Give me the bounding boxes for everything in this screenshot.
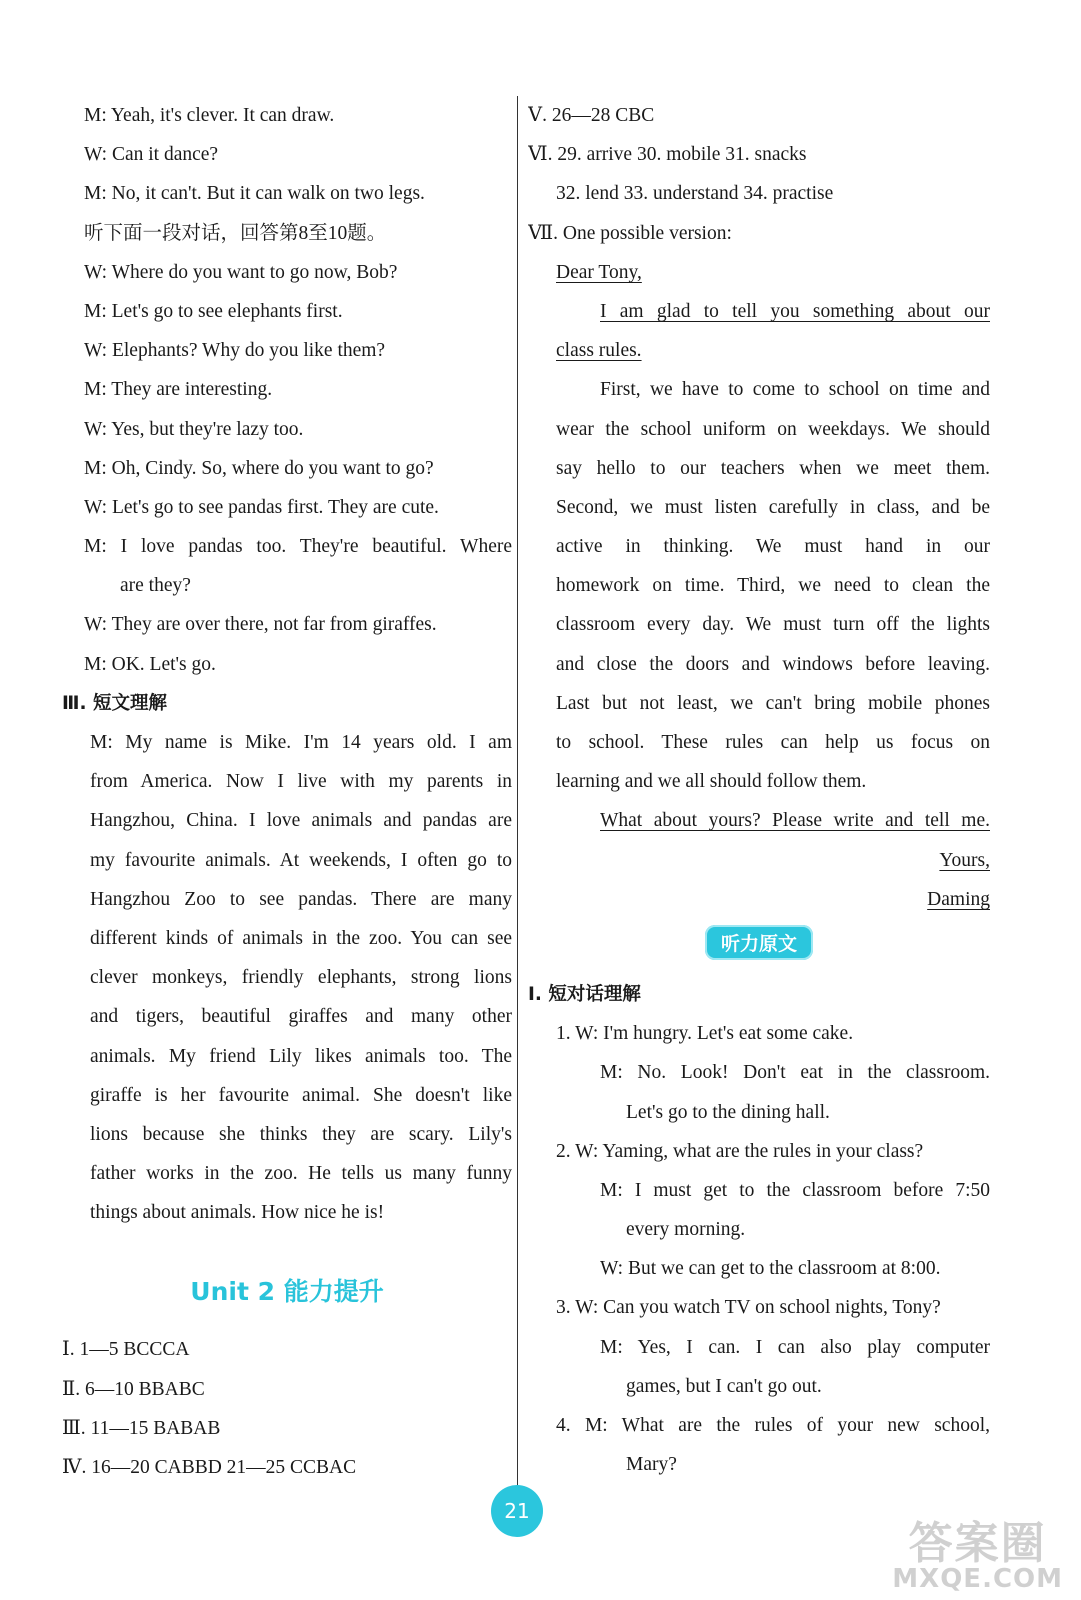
section-heading: Ⅲ. 短文理解 — [62, 692, 167, 714]
letter-line: What about yours? Please write and tell me. — [600, 810, 990, 832]
text-line: W: Where do you want to go now, Bob? — [84, 261, 398, 283]
section-instruction: 听下面一段对话，回答第8至10题。 — [84, 222, 387, 244]
text-line: games, but I can't go out. — [626, 1375, 822, 1397]
letter-line: to school. These rules can help us focus on — [556, 732, 990, 753]
listening-script-badge: 听力原文 — [705, 925, 813, 960]
section-heading: Ⅰ. 短对话理解 — [528, 983, 641, 1005]
text-line: my favourite animals. At weekends, I often go to — [90, 849, 512, 871]
right-column — [528, 96, 990, 1484]
unit-title: Unit 2 能力提升 — [190, 1277, 384, 1307]
letter-closing: Yours, — [939, 849, 990, 871]
text-line: 1. W: I'm hungry. Let's eat some cake. — [556, 1023, 854, 1045]
letter-signature: Daming — [927, 888, 990, 910]
text-line: W: Yes, but they're lazy too. — [84, 418, 304, 440]
text-line: are they? — [120, 575, 191, 597]
text-line: from America. Now I live with my parents in — [90, 771, 512, 793]
answer-line: Ⅰ. 1—5 BCCCA — [62, 1339, 190, 1361]
text-line: M: My name is Mike. I'm 14 years old. I am — [90, 732, 512, 753]
text-line: W: Can it dance? — [84, 144, 219, 166]
watermark-logo-text: 答案圈 — [908, 1518, 1047, 1569]
letter-line: First, we have to come to school on time and — [600, 379, 990, 401]
letter-line: and close the doors and windows before leaving. — [556, 653, 990, 675]
text-line: M: They are interesting. — [84, 379, 273, 401]
answer-line: Ⅴ. 26—28 CBC — [528, 105, 655, 126]
letter-line: say hello to our teachers when we meet them. — [556, 457, 990, 479]
text-line: M: Let's go to see elephants first. — [84, 300, 343, 322]
text-line: father works in the zoo. He tells us many funny — [90, 1163, 512, 1185]
watermark-url: MXQE.COM — [892, 1564, 1063, 1594]
left-column — [62, 96, 512, 1487]
letter-line: Second, we must listen carefully in class, and be — [556, 496, 990, 518]
text-line: things about animals. How nice he is! — [90, 1202, 385, 1224]
letter-line: homework on time. Third, we need to clean the — [556, 575, 990, 597]
text-line: different kinds of animals in the zoo. You can see — [90, 927, 512, 949]
text-line: M: OK. Let's go. — [84, 653, 216, 675]
answer-line: Ⅲ. 11—15 BABAB — [62, 1417, 221, 1439]
letter-line: I am glad to tell you something about our — [600, 300, 990, 322]
text-line: M: No, it can't. But it can walk on two legs. — [84, 183, 425, 205]
text-line: 4. M: What are the rules of your new school, — [556, 1415, 990, 1436]
letter-line: classroom every day. We must turn off the lights — [556, 614, 990, 636]
text-line: every morning. — [626, 1219, 746, 1241]
answer-line: 32. lend 33. understand 34. practise — [556, 183, 834, 205]
text-line: M: I must get to the classroom before 7:50 — [600, 1179, 990, 1201]
text-line: and tigers, beautiful giraffes and many other — [90, 1006, 512, 1028]
text-line: W: But we can get to the classroom at 8:00. — [600, 1258, 941, 1280]
text-line: 3. W: Can you watch TV on school nights, Tony? — [556, 1297, 941, 1319]
text-line: Hangzhou, China. I love animals and pandas are — [90, 810, 512, 832]
text-line: M: Yeah, it's clever. It can draw. — [84, 105, 335, 126]
answer-line: Ⅶ. One possible version: — [528, 222, 732, 244]
watermark — [892, 1518, 1063, 1594]
text-line: clever monkeys, friendly elephants, strong lions — [90, 967, 512, 989]
text-line: Let's go to the dining hall. — [626, 1101, 830, 1123]
text-line: giraffe is her favourite animal. She doesn't like — [90, 1084, 512, 1106]
text-line: M: I love pandas too. They're beautiful. Where — [84, 536, 512, 558]
page-number: 21 — [491, 1485, 543, 1537]
letter-line: Last but not least, we can't bring mobile phones — [556, 692, 990, 714]
text-line: M: Yes, I can. I can also play computer — [600, 1336, 990, 1358]
text-line: W: They are over there, not far from giraffes. — [84, 614, 437, 636]
letter-greeting: Dear Tony, — [556, 261, 642, 283]
text-line: lions because she thinks they are scary. Lily's — [90, 1123, 512, 1145]
letter-line: active in thinking. We must hand in our — [556, 536, 990, 558]
text-line: W: Let's go to see pandas first. They are cute. — [84, 496, 439, 518]
answer-line: Ⅱ. 6—10 BBABC — [62, 1378, 205, 1400]
answer-line: Ⅳ. 16—20 CABBD 21—25 CCBAC — [62, 1457, 357, 1478]
letter-line: wear the school uniform on weekdays. We should — [556, 418, 990, 440]
letter-line: class rules. — [556, 340, 642, 362]
text-line: W: Elephants? Why do you like them? — [84, 340, 386, 362]
text-line: Hangzhou Zoo to see pandas. There are many — [90, 888, 512, 910]
answer-line: Ⅵ. 29. arrive 30. mobile 31. snacks — [528, 144, 807, 166]
text-line: animals. My friend Lily likes animals too. The — [90, 1045, 512, 1067]
text-line: 2. W: Yaming, what are the rules in your class? — [556, 1140, 924, 1162]
text-line: Mary? — [626, 1454, 677, 1476]
letter-line: learning and we all should follow them. — [556, 771, 867, 793]
column-divider — [517, 96, 518, 1488]
text-line: M: Oh, Cindy. So, where do you want to go? — [84, 457, 434, 479]
text-line: M: No. Look! Don't eat in the classroom. — [600, 1062, 990, 1084]
